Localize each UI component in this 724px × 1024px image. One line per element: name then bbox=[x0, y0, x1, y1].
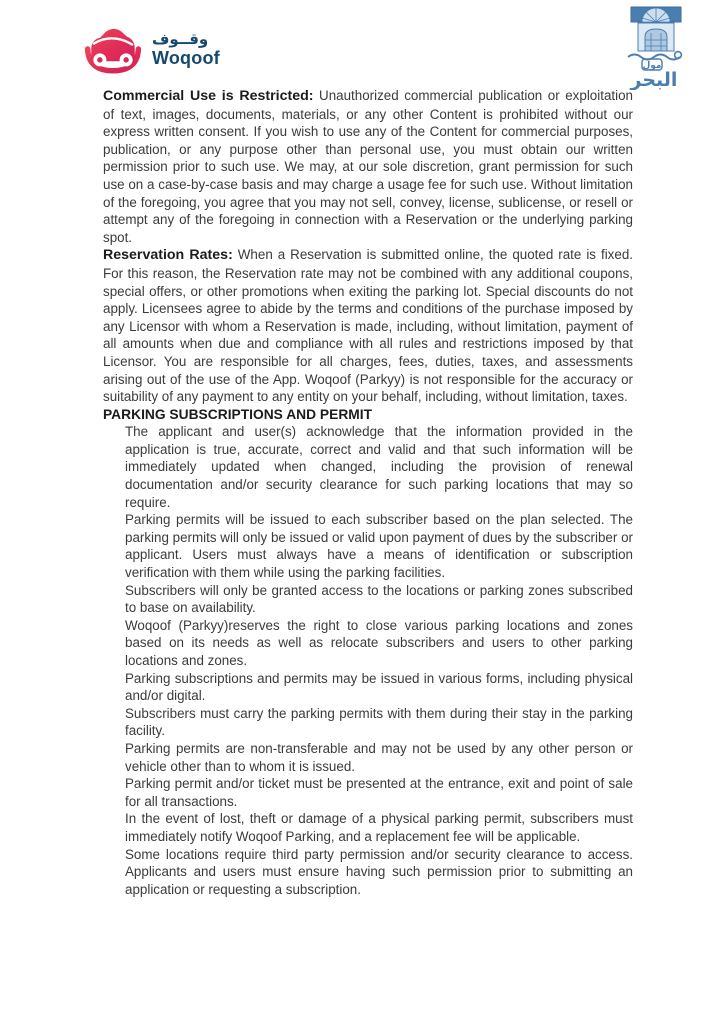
terms-paragraph: Woqoof (Parkyy)reserves the right to close various parking locations and zones based on its needs as well as relocate subscribers and users to other parking locations and zones. bbox=[125, 617, 633, 668]
terms-paragraph bbox=[103, 87, 633, 246]
mall-logo bbox=[616, 6, 696, 90]
paragraph-lead-label: Commercial Use is Restricted: bbox=[103, 88, 314, 104]
arched-window-icon bbox=[616, 6, 696, 90]
terms-paragraph: Parking subscriptions and permits may be issued in various forms, including physical and/or digital. bbox=[125, 670, 633, 704]
paragraph-text: When a Reservation is submitted online, the quoted rate is fixed. For this reason, the Reservation rate may not be combined with any additional coupons, special offers, or other promotions when exiting the parking lot. Special discounts do not apply. Licensees agree to abide by the terms and conditions of the purchase imposed by any Licensor with whom a Reservation is made, including, without limitation, payment of all amounts when due and compliance with all rules and restrictions imposed by that Licensor. You are responsible for all charges, fees, duties, taxes, and assessments arising out of the use of the App. Woqoof (Parkyy) is not responsible for the accuracy or suitability of any payment to any entity on your behalf, including, without limitation, taxes. bbox=[103, 247, 633, 405]
woqoof-logo bbox=[84, 22, 220, 76]
terms-paragraph: Subscribers must carry the parking permits with them during their stay in the parking facility. bbox=[125, 705, 633, 739]
paragraph-lead-label: Reservation Rates: bbox=[103, 247, 233, 264]
terms-paragraph: Parking permits will be issued to each subscriber based on the plan selected. The parking permits will only be issued or valid upon payment of dues by the subscriber or applicant. Users must always have a means of identification or subscription verification with them while using the parking facilities. bbox=[125, 512, 633, 581]
terms-paragraph: The applicant and user(s) acknowledge that the information provided in the application is true, accurate, correct and valid and that such information will be immediately updated when changed, including the provision of renewal documentation and/or security clearance for such parking locations that may so require. bbox=[125, 424, 633, 510]
terms-paragraph: Parking permit and/or ticket must be presented at the entrance, exit and point of sale for all transactions. bbox=[125, 776, 633, 809]
terms-paragraph: Subscribers will only be granted access to the locations or parking zones subscribed to base on availability. bbox=[125, 582, 633, 616]
page-header bbox=[0, 0, 724, 90]
terms-paragraph: Parking permits are non-transferable and may not be used by any other person or vehicle other than to whom it is issued. bbox=[125, 740, 633, 774]
woqoof-latin-wordmark: Woqoof bbox=[152, 47, 220, 68]
woqoof-arabic-wordmark: وقــوف bbox=[152, 29, 209, 48]
terms-paragraph: In the event of lost, theft or damage of a physical parking permit, subscribers must immediately notify Woqoof Parking, and a replacement fee will be applicable. bbox=[125, 811, 633, 844]
car-icon bbox=[84, 22, 142, 76]
woqoof-wordmark bbox=[152, 29, 220, 68]
terms-content bbox=[103, 87, 633, 898]
paragraph-text: Unauthorized commercial publication or exploitation of text, images, documents, materials, or any other Content is prohibited without our express written consent. If you wish to use any of the Content for commercial purposes, publication, or any purpose other than personal use, you must obtain our written permission prior to such use. We may, at our sole discretion, grant permission for such use on a case-by-case basis and may charge a usage fee for such use. Without limitation of the foregoing, you agree that you may not sell, convey, license, sublicense, or resell or attempt any of the foregoing in connection with a Reservation or the underlying parking spot. bbox=[103, 88, 633, 245]
section-heading: PARKING SUBSCRIPTIONS AND PERMIT bbox=[103, 406, 373, 422]
terms-paragraph: Some locations require third party permission and/or security clearance to access. Applicants and users must ensure having such permission prior to submitting an application or requesting a subscription. bbox=[125, 846, 633, 897]
mall-arabic-large: البحر bbox=[630, 69, 678, 90]
terms-paragraph bbox=[103, 246, 633, 405]
mall-arabic-small: مول bbox=[642, 61, 662, 71]
